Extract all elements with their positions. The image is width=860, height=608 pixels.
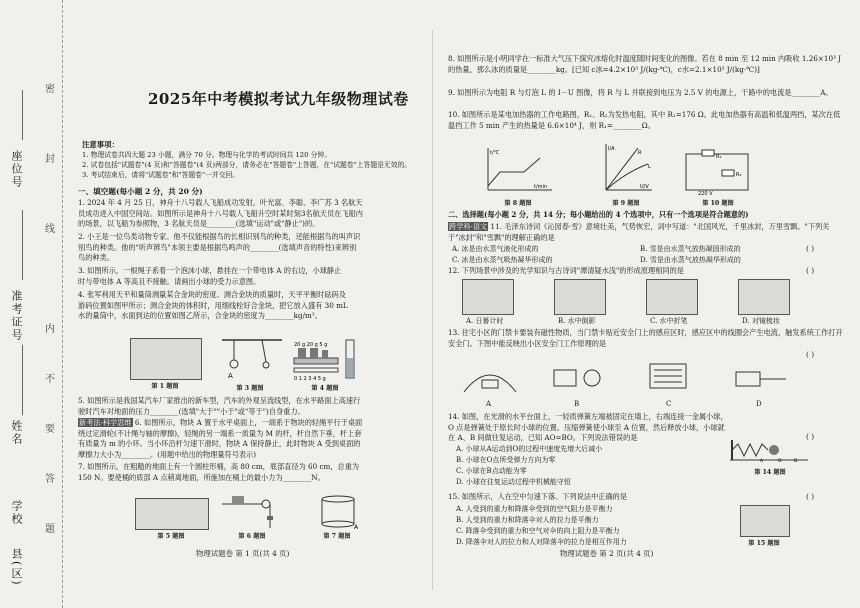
q14-label-a: A [760, 459, 764, 464]
question-6 [78, 418, 363, 460]
q11-option-a: A. 冰是由水蒸气液化形成的 [452, 245, 539, 253]
question-14: 14. 如图，在光滑的水平台面上，一轻质弹簧左端被固定在墙上，右端连接一金属小球，O 点是弹簧处于原长时小球的位置。压缩弹簧使小球至 A 位置，然后释放小球，小球就在 A、B 间做往复运动，已知 AO=BO。下列说法错误的是 [448, 412, 728, 443]
q13-diagram-a [460, 362, 520, 398]
q13-diagram-d [730, 362, 790, 398]
note-item: 1. 物理试卷共四大题 23 小题，满分 70 分。物理与化学的考试时间共 120 分钟。 [82, 151, 331, 159]
figure-caption: 第 4 题图 [311, 385, 339, 392]
q15-option-b: B. 人受到的重力和降落伞对人的拉力是平衡力 [456, 516, 599, 524]
exam-title: 2025年中考模拟考试九年级物理试卷 [148, 90, 409, 108]
question-9: 9. 如图所示为电阻 R 与灯泡 L 的 I－U 图像，将 R 与 L 并联接到电压为 2.5 V 的电源上，干路中的电流是________A。 [448, 88, 833, 97]
figure-caption: 第 14 题图 [754, 469, 786, 476]
q14-option-d: D. 小球在往复运动过程中机械能守恒 [456, 478, 571, 486]
figure-9-r-label: R [638, 150, 642, 156]
figure-car-image [135, 498, 209, 530]
figure-4-weights: 20 g 20 g 5 g [294, 342, 328, 348]
question-6-text: 6. 如图所示，物块 A 置于水平桌面上，一端系于物块的轻绳平行于桌面绕过定滑轮(不计绳与轴的摩擦)，轻绳的另一端系一质量为 M 的杆，杆自然下垂，杆上套有质量为 m 的小环。当小环沿杆匀速下滑时，物块 A 保持静止，此时物块 A 受到桌面的摩擦力大小为________。(用题中给出的物理量符号表示) [78, 418, 363, 459]
q14-option-b: B. 小球在O点所受弹力方向为零 [456, 456, 556, 464]
q12-option-a: A. 日晷计时 [466, 317, 504, 325]
note-item: 2. 试卷包括"试题卷"(4 页)和"答题卷"(4 页)两部分，请务必在"答题卷"上答题，在"试题卷"上答题是无效的。 [82, 161, 412, 169]
q15-image-parachute [740, 505, 790, 537]
q14-label-b: B [794, 459, 798, 464]
figure-caption: 第 6 题图 [238, 533, 266, 540]
q13-diagram-c [640, 360, 700, 398]
note-item: 3. 考试结束后，请将"试题卷"和"答题卷"一并交回。 [82, 171, 240, 179]
margin-label-school: 学校 [10, 500, 23, 526]
margin-rule [22, 210, 23, 280]
answer-paren: ( ) [806, 266, 815, 275]
figure-caption: 第 15 题图 [748, 540, 780, 547]
seal-char: 题 [45, 524, 55, 535]
binding-margin [0, 0, 63, 608]
footer-page-2: 物理试题卷 第 2 页(共 4 页) [560, 549, 654, 558]
q13-option-d: D [756, 400, 762, 408]
figure-9-ylabel: I/A [608, 146, 615, 152]
q14-option-a: A. 小球从A运动到O的过程中速度先增大后减小 [456, 445, 603, 453]
q13-option-a: A [486, 400, 492, 408]
answer-paren: ( ) [806, 492, 815, 501]
figure-8-ylabel: t/℃ [490, 150, 500, 156]
figure-caption: 第 5 题图 [157, 533, 185, 540]
q15-option-c: C. 降落伞受到的重力和空气对伞的向上阻力是平衡力 [456, 527, 620, 535]
seal-char: 要 [45, 424, 55, 435]
margin-label-exam-id: 准考证号 [10, 290, 23, 342]
figure-10-r1: R₁ [716, 154, 722, 160]
figure-8-xlabel: t/min [534, 184, 548, 190]
figure-astronauts-image [130, 338, 202, 380]
exam-notes [82, 140, 412, 180]
section-2-heading: 二、选择题(每小题 2 分，共 14 分；每小题给出的 4 个选项中，只有一个选项是符合题意的) [448, 210, 749, 219]
question-11-text: 11. 毛泽东诗词《沁园春·雪》意境壮美，气势恢宏，词中写道："北国风光，千里冰封，万里雪飘。"下列关于"冰封"和"雪飘"的理解正确的是 [448, 222, 830, 242]
figure-3-diagram [222, 338, 282, 382]
section-1-heading: 一、填空题(每小题 2 分，共 20 分) [78, 187, 203, 196]
figure-4-scale: 0 1 2 3 4 5 g [294, 376, 326, 382]
margin-label-name: 姓名 [10, 420, 23, 446]
page-divider [432, 30, 433, 590]
q12-image-reflection [554, 279, 606, 315]
seal-char: 不 [45, 374, 55, 385]
q12-option-c: C. 水中折笔 [650, 317, 688, 325]
question-10: 10. 如图所示是某电加热器的工作电路图，R₁、R₂为发热电阻，其中 R₁=176 Ω。此电加热器有高温和低温两挡，某次在低温挡工作 5 min 产生的热量是 6.6×10⁴ J，则 R₁=________Ω。 [448, 110, 841, 130]
question-11-tag: 跨学科·语文 [449, 222, 488, 231]
question-12: 12. 下列场景中涉及的光学知识与古诗词"潭清疑水浅"的形成原理相同的是 [448, 266, 684, 275]
footer-page-1: 物理试题卷 第 1 页(共 4 页) [196, 549, 290, 558]
figure-caption: 第 3 题图 [236, 385, 264, 392]
question-8: 8. 如图所示是小明同学在一标准大气压下探究冰熔化时温度随时间变化的图像。若在 8 min 至 12 min 内吸收 1.26×10³ J 的热量，那么冰的质量是________kg。[已知 c冰=4.2×10³ J/(kg·℃)，c水=2.1×10³ J/(kg·℃)] [448, 54, 842, 74]
figure-7-bucket [318, 494, 358, 530]
question-3: 3. 如图所示，一根绳子系着一个泡沫小球，悬挂在一个带电体 A 的右边，小球静止时与带电体 A 等高且不接触。请画出小球的受力示意图。 [78, 266, 342, 286]
figure-8-graph [480, 146, 554, 196]
seal-char: 封 [45, 154, 55, 165]
margin-rule [22, 90, 23, 140]
question-11 [448, 222, 843, 243]
q12-image-bent-pen [646, 279, 698, 315]
question-13: 13. 住宅小区的门禁卡要装有磁性物质，当门禁卡贴近安全门上的感应区时，感应区中的线圈会产生电流，触发系统工作打开安全门。下图中能反映出小区安全门工作原理的是 [448, 328, 843, 348]
figure-3-label-a: A [228, 372, 233, 380]
figure-6-pulley [222, 494, 282, 530]
notes-heading: 注意事项： [82, 140, 119, 149]
figure-10-circuit [682, 148, 752, 196]
q12-image-sundial [462, 279, 514, 315]
question-15: 15. 如图所示，人在空中匀速下落。下列说法中正确的是 [448, 492, 628, 501]
answer-paren: ( ) [806, 432, 815, 441]
question-5: 5. 如图所示是我国某汽车厂家推出的新车型，汽车的外观呈流线型，在水平路面上高速行驶时汽车对地面的压力________(选填"大于""小于"或"等于")自身重力。 [78, 396, 361, 416]
answer-paren: ( ) [806, 350, 815, 359]
question-6-tag: 新考法·科学思维 [79, 418, 132, 427]
question-7: 7. 如图所示，在粗糙的地面上有一个圆柱形桶，高 80 cm，底部直径为 60 cm，总重为 150 N。要使桶的底部 A 点稍离地面，所施加在桶上的最小力为________N。 [78, 462, 360, 482]
q11-option-c: C. 冰是由水蒸气吸热凝华形成的 [452, 256, 553, 264]
q14-option-c: C. 小球在B点动能为零 [456, 467, 527, 475]
q15-option-a: A. 人受到的重力和降落伞受到的空气阻力是平衡力 [456, 505, 613, 513]
margin-label-district: 县(区) [10, 548, 23, 587]
question-4: 4. 张军利用天平和量筒测量某合金块的密度。测合金块的质量时，天平平衡时砝码及游码位置如图甲所示；测合金块的体积时，用细线栓好合金块，把它放入盛有 30 mL 水的量筒中，水面到达的位置如图乙所示，合金块的密度为________kg/m³。 [78, 290, 348, 321]
q12-option-d: D. 对镜梳妆 [742, 317, 780, 325]
margin-label-seat: 座位号 [10, 150, 23, 189]
seal-char: 密 [45, 84, 55, 95]
figure-7-label-a: A [354, 524, 358, 530]
answer-paren: ( ) [806, 244, 815, 253]
figure-caption: 第 9 题图 [612, 200, 640, 207]
q14-spring-diagram [730, 440, 810, 464]
q13-option-c: C [666, 400, 672, 408]
q11-option-b: B. 雪是由水蒸气放热凝固形成的 [640, 245, 741, 253]
figure-caption: 第 7 题图 [323, 533, 351, 540]
q12-image-mirror [738, 279, 790, 315]
q11-option-d: D. 雪是由水蒸气放热凝华形成的 [640, 256, 741, 264]
figure-caption: 第 8 题图 [504, 200, 532, 207]
q14-label-o: O [778, 459, 782, 464]
q15-option-d: D. 降落伞对人的拉力和人对降落伞的拉力是相互作用力 [456, 538, 627, 546]
figure-10-voltage: 220 V [698, 191, 713, 196]
figure-9-l-label: L [648, 164, 651, 170]
figure-10-r2: R₂ [736, 172, 742, 178]
figure-caption: 第 10 题图 [702, 200, 734, 207]
margin-rule [22, 345, 23, 415]
figure-9-xlabel: U/V [640, 184, 649, 190]
seal-char: 线 [45, 224, 55, 235]
seal-char: 内 [45, 324, 55, 335]
question-1: 1. 2024 年 4 月 25 日，神舟十八号载人飞船成功发射，叶光富、李聪、李广苏 3 名航天员成功进入中国空间站。如图所示是神舟十八号载人飞船升空时某时刻3名航天员在飞船内的场景，以飞船为参照物，3 名航天员是________(选填"运动"或"静止")的。 [78, 198, 363, 229]
q13-diagram-b [548, 362, 608, 398]
figure-caption: 第 1 题图 [151, 383, 179, 390]
figure-9-iu-graph [598, 142, 654, 196]
question-2: 2. 小王是一位鸟类动物专家。他不仅能根据鸟的长相识别鸟的种类，还能根据鸟的叫声识别鸟的种类。他的"听声辨鸟"本领主要是根据鸟鸣声的________(选填声音的特性)来辨别鸟的种类。 [78, 232, 361, 263]
seal-char: 答 [45, 474, 55, 485]
figure-4-balance [292, 338, 362, 382]
q13-option-b: B [574, 400, 580, 408]
q12-option-b: B. 水中倒影 [558, 317, 596, 325]
